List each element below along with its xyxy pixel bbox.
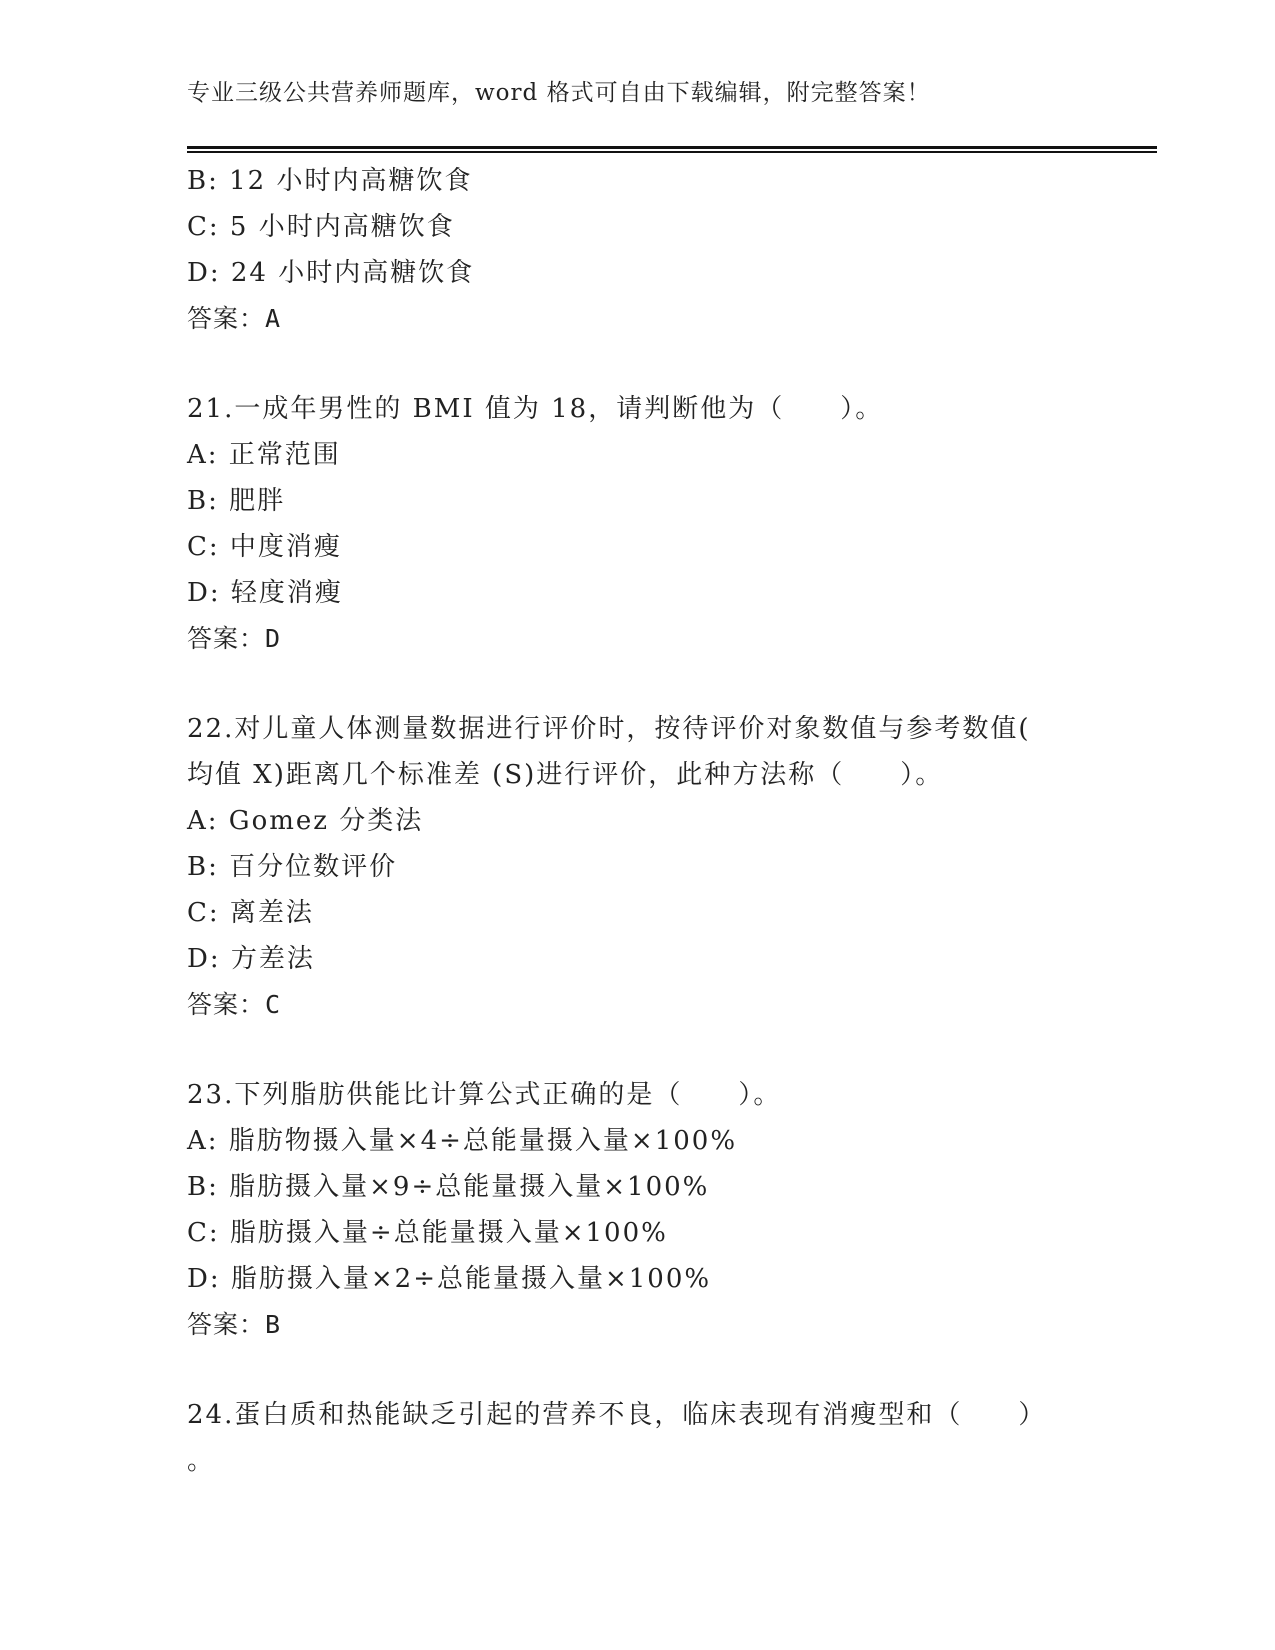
option-d: D: 轻度消瘦	[187, 578, 343, 608]
question-block-23	[187, 1072, 1107, 1348]
page-header: 专业三级公共营养师题库，word 格式可自由下载编辑，附完整答案！	[187, 80, 931, 106]
question-stem-line-1: 24.蛋白质和热能缺乏引起的营养不良，临床表现有消瘦型和（ ）	[187, 1400, 1047, 1430]
option-c: C: 离差法	[187, 898, 314, 928]
option-b: B: 12 小时内高糖饮食	[187, 166, 473, 196]
option-c: C: 中度消瘦	[187, 532, 342, 562]
answer-label: 答案：B	[187, 1310, 282, 1339]
header-rule-thin	[187, 151, 1157, 153]
question-block-22	[187, 706, 1107, 1028]
question-stem-line-2: 均值 X)距离几个标准差 (S)进行评价，此种方法称（ ）。	[187, 760, 944, 790]
question-stem-line-2: 。	[187, 1446, 216, 1476]
option-d: D: 脂肪摄入量×2÷总能量摄入量×100%	[187, 1264, 712, 1294]
option-c: C: 脂肪摄入量÷总能量摄入量×100%	[187, 1218, 668, 1248]
question-list	[187, 158, 1107, 1484]
option-a: A: 正常范围	[187, 440, 341, 470]
option-a: A: 脂肪物摄入量×4÷总能量摄入量×100%	[187, 1126, 738, 1156]
option-d: D: 方差法	[187, 944, 315, 974]
question-stem-line-1: 22.对儿童人体测量数据进行评价时，按待评价对象数值与参考数值(	[187, 714, 1031, 744]
option-c: C: 5 小时内高糖饮食	[187, 212, 455, 242]
answer-label: 答案：C	[187, 990, 282, 1019]
question-block-21	[187, 386, 1107, 662]
header-rule-thick	[187, 146, 1157, 149]
option-d: D: 24 小时内高糖饮食	[187, 258, 475, 288]
question-stem: 21.一成年男性的 BMI 值为 18，请判断他为（ ）。	[187, 394, 884, 424]
option-b: B: 脂肪摄入量×9÷总能量摄入量×100%	[187, 1172, 710, 1202]
question-block-20	[187, 158, 1107, 342]
question-block-24	[187, 1392, 1107, 1484]
option-b: B: 百分位数评价	[187, 852, 398, 882]
option-b: B: 肥胖	[187, 486, 286, 516]
question-stem: 23.下列脂肪供能比计算公式正确的是（ ）。	[187, 1080, 782, 1110]
option-a: A: Gomez 分类法	[187, 806, 424, 836]
answer-label: 答案：A	[187, 304, 282, 333]
answer-label: 答案：D	[187, 624, 282, 653]
